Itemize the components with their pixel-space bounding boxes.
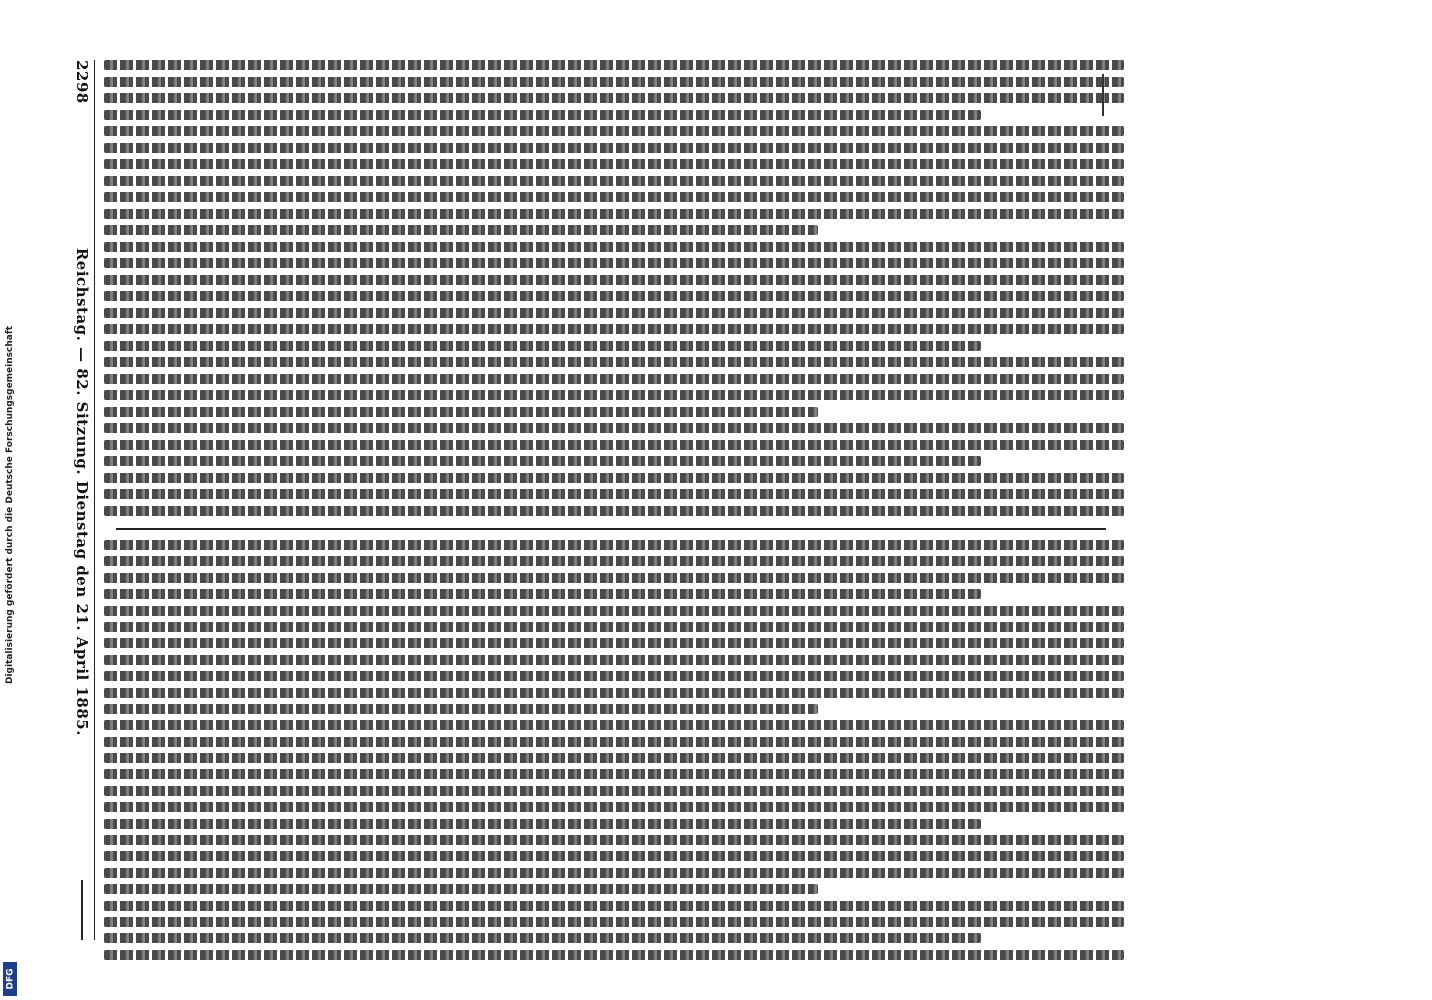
text-line (104, 93, 1124, 103)
text-line (104, 573, 1124, 583)
text-line (104, 802, 1124, 812)
text-line (104, 456, 981, 466)
text-line (104, 720, 1124, 730)
text-line (104, 225, 818, 235)
header-rule (94, 60, 95, 940)
text-line (104, 933, 981, 943)
text-line (104, 390, 1124, 400)
page-number: 2298 (73, 60, 91, 104)
text-line (104, 159, 1124, 169)
text-line (104, 407, 818, 417)
text-line (104, 143, 1124, 153)
column-right-text (104, 60, 1124, 516)
text-line (104, 126, 1124, 136)
text-line (104, 258, 1124, 268)
text-line (104, 917, 1124, 927)
page-title: Reichstag. — 82. Sitzung. Dienstag den 21. April 1885. (73, 247, 91, 736)
text-line (104, 357, 1124, 367)
text-line (104, 704, 818, 714)
text-line (104, 638, 1124, 648)
text-line (104, 489, 1124, 499)
text-line (104, 209, 1124, 219)
section-end-rule (1102, 74, 1104, 116)
column-left-text (104, 540, 1124, 960)
text-line (104, 192, 1124, 202)
text-line (104, 473, 1124, 483)
running-head (72, 60, 92, 940)
text-line (104, 868, 1124, 878)
text-line (104, 324, 1124, 334)
text-line (104, 753, 1124, 763)
text-line (104, 622, 1124, 632)
text-line (104, 60, 1124, 70)
text-line (104, 737, 1124, 747)
text-line (104, 589, 981, 599)
text-line (104, 423, 1124, 433)
text-line (104, 556, 1124, 566)
text-line (104, 606, 1124, 616)
digitization-note: Digitalisierung gefördert durch die Deutsche Forschungsgemeinschaft (5, 325, 15, 685)
column-divider (116, 528, 1106, 530)
text-line (104, 786, 1124, 796)
text-line (104, 275, 1124, 285)
text-line (104, 77, 1124, 87)
text-line (104, 308, 1124, 318)
text-line (104, 341, 981, 351)
text-line (104, 291, 1124, 301)
text-line (104, 176, 1124, 186)
text-line (104, 374, 1124, 384)
text-line (104, 884, 818, 894)
text-line (104, 688, 1124, 698)
text-line (104, 655, 1124, 665)
text-line (104, 440, 1124, 450)
text-line (104, 769, 1124, 779)
dfg-logo: DFG (3, 962, 17, 996)
text-line (104, 901, 1124, 911)
text-line (104, 540, 1124, 550)
text-line (104, 851, 1124, 861)
text-line (104, 242, 1124, 252)
text-line (104, 835, 1124, 845)
text-line (104, 506, 1124, 516)
text-line (104, 950, 1124, 960)
digitization-margin (0, 0, 20, 1000)
scanned-page (20, 0, 1432, 1000)
text-line (104, 110, 981, 120)
text-line (104, 671, 1124, 681)
header-spacer (81, 880, 83, 940)
text-line (104, 819, 981, 829)
